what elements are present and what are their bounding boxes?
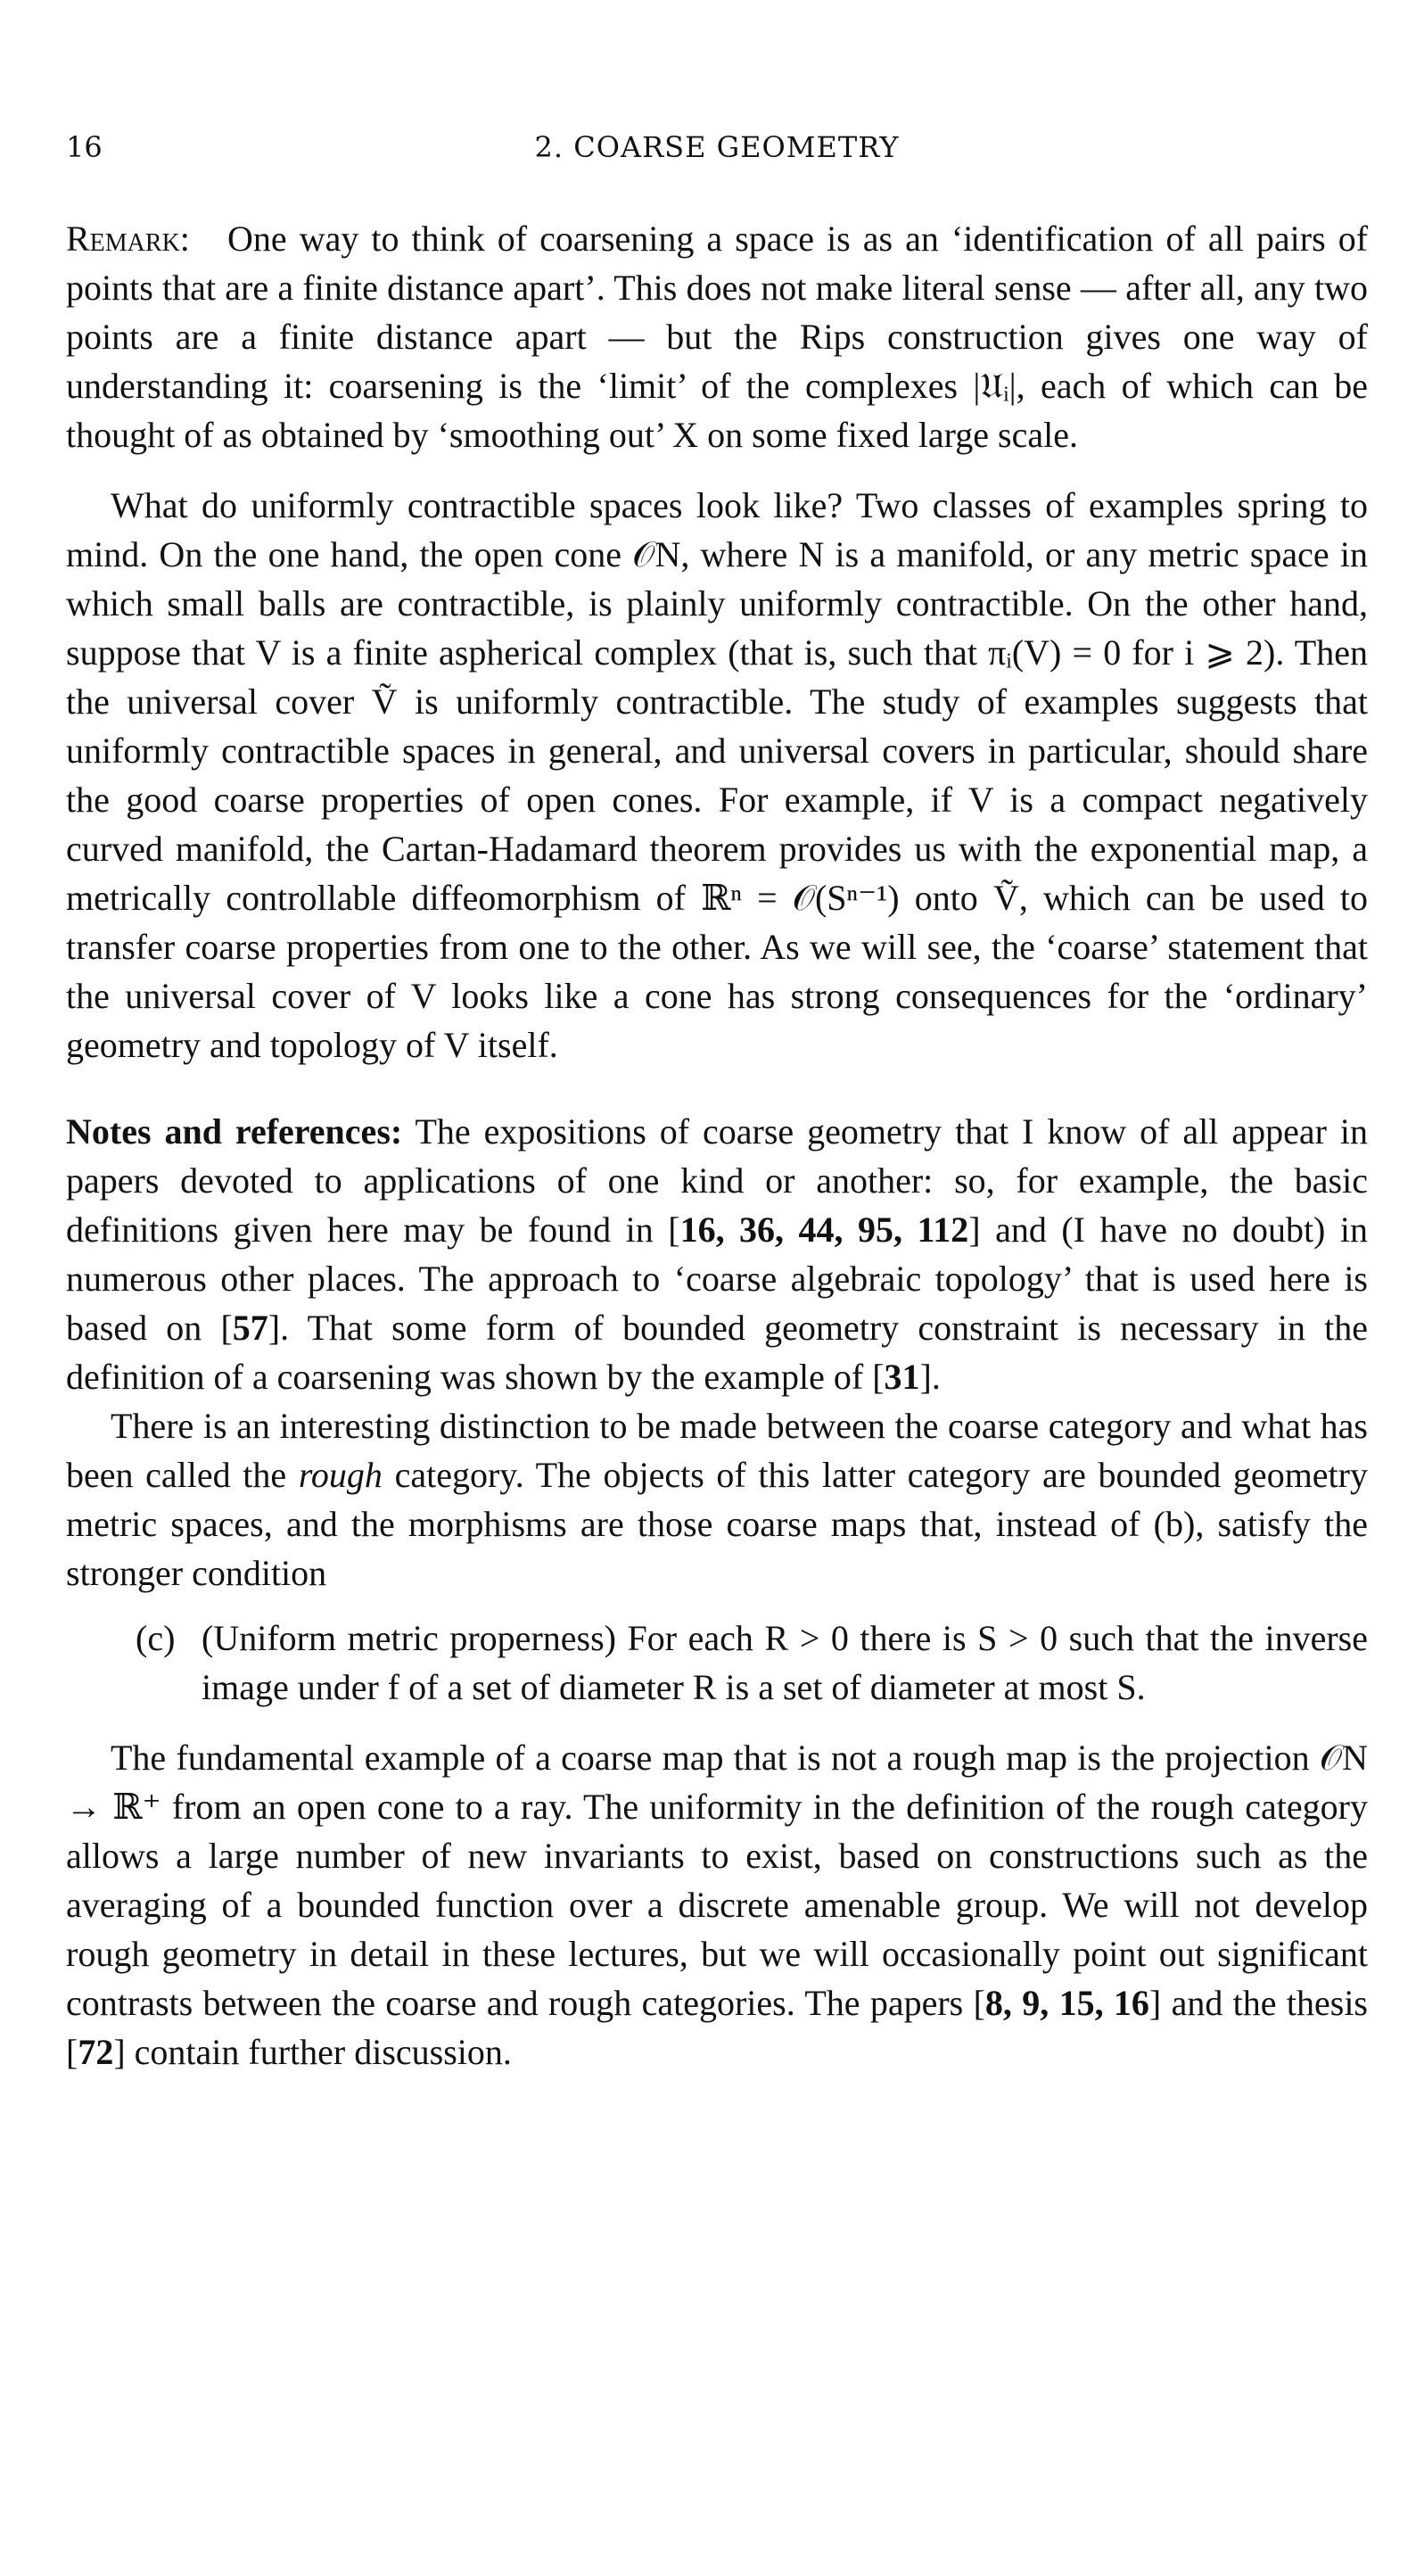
remark-text: One way to think of coarsening a space is as an ‘identification of all pairs of points that are a finite distance apart’. This does not make literal sense — after all, any two points are a finite distance apart — but the Rips construction gives one way of understanding it: coarsening is the ‘limit’ of the complexes |𝔘ᵢ|, each of which can be thought of as obtained by ‘smoothing out’ X on some fixed large scale. <box>66 219 1369 455</box>
condition-c-item <box>66 1614 1368 1712</box>
notes-text-3: ]. That some form of bounded geometry constraint is necessary in the definition of a coarsening was shown by the example of [ <box>66 1308 1369 1397</box>
fundamental-refs-1: 8, 9, 15, 16 <box>984 1983 1149 2023</box>
remark-label: Remark: <box>66 219 190 259</box>
remark-paragraph <box>66 214 1368 459</box>
rough-emph: rough <box>298 1455 383 1495</box>
fundamental-text-2: ] and the thesis [ <box>66 1983 1368 2072</box>
fundamental-example-paragraph <box>66 1733 1368 2076</box>
notes-text-4: ]. <box>919 1357 941 1397</box>
page-number: 16 <box>66 130 103 164</box>
notes-text-1: The expositions of coarse geometry that I know of all appear in papers devoted to applications of one kind or another: so, for example, the basic definitions given here may be found in [ <box>66 1111 1368 1250</box>
fundamental-text-1: The fundamental example of a coarse map that is not a rough map is the projection 𝒪N → ℝ⁺ from an open cone to a ray. The uniformity in the definition of the rough category allows a large number of new invariants to exist, based on constructions such as the averaging of a bounded function over a discrete amenable group. We will not develop rough geometry in detail in these lectures, but we will occasionally point out significant contrasts between the coarse and rough categories. The papers [ <box>66 1738 1368 2023</box>
notes-refs-2: 57 <box>232 1308 268 1348</box>
rough-text-1: There is an interesting distinction to be made between the coarse category and what has been called the <box>66 1406 1368 1495</box>
page-body <box>66 214 1368 2076</box>
fundamental-text-3: ] contain further discussion. <box>113 2032 512 2072</box>
rough-category-paragraph <box>66 1401 1368 1598</box>
notes-refs-1: 16, 36, 44, 95, 112 <box>679 1210 969 1250</box>
running-head: 2. COARSE GEOMETRY <box>534 130 900 164</box>
notes-paragraph <box>66 1107 1368 1401</box>
notes-label: Notes and references: <box>66 1111 403 1152</box>
notes-refs-3: 31 <box>884 1357 920 1397</box>
uniform-contractible-paragraph: What do uniformly contractible spaces look like? Two classes of examples spring to mind. On the one hand, the open cone 𝒪N, where N is a manifold, or any metric space in which small balls are contractible, is plainly uniformly contractible. On the other hand, suppose that V is a finite aspherical complex (that is, such that πᵢ(V) = 0 for i ⩾ 2). Then the universal cover Ṽ is uniformly contractible. The study of examples suggests that uniformly contractible spaces in general, and universal covers in particular, should share the good coarse properties of open cones. For example, if V is a compact negatively curved manifold, the Cartan-Hadamard theorem provides us with the exponential map, a metrically controllable diffeomorphism of ℝⁿ = 𝒪(Sⁿ⁻¹) onto Ṽ, which can be used to transfer coarse properties from one to the other. As we will see, the ‘coarse’ statement that the universal cover of V looks like a cone has strong consequences for the ‘ordinary’ geometry and topology of V itself. <box>66 485 1368 1065</box>
condition-c-text: (Uniform metric properness) For each R > 0 there is S > 0 such that the inverse image under f of a set of diameter R is a set of diameter at most S. <box>202 1618 1368 1707</box>
notes-text-2: ] and (I have no doubt) in numerous other places. The approach to ‘coarse algebraic topology’ that is used here is based on [ <box>66 1210 1368 1348</box>
condition-c-label: (c) <box>136 1618 176 1658</box>
rough-text-2: category. The objects of this latter category are bounded geometry metric spaces, and the morphisms are those coarse maps that, instead of (b), satisfy the stronger condition <box>66 1455 1368 1593</box>
page-header <box>66 125 1368 169</box>
fundamental-refs-2: 72 <box>78 2032 114 2072</box>
